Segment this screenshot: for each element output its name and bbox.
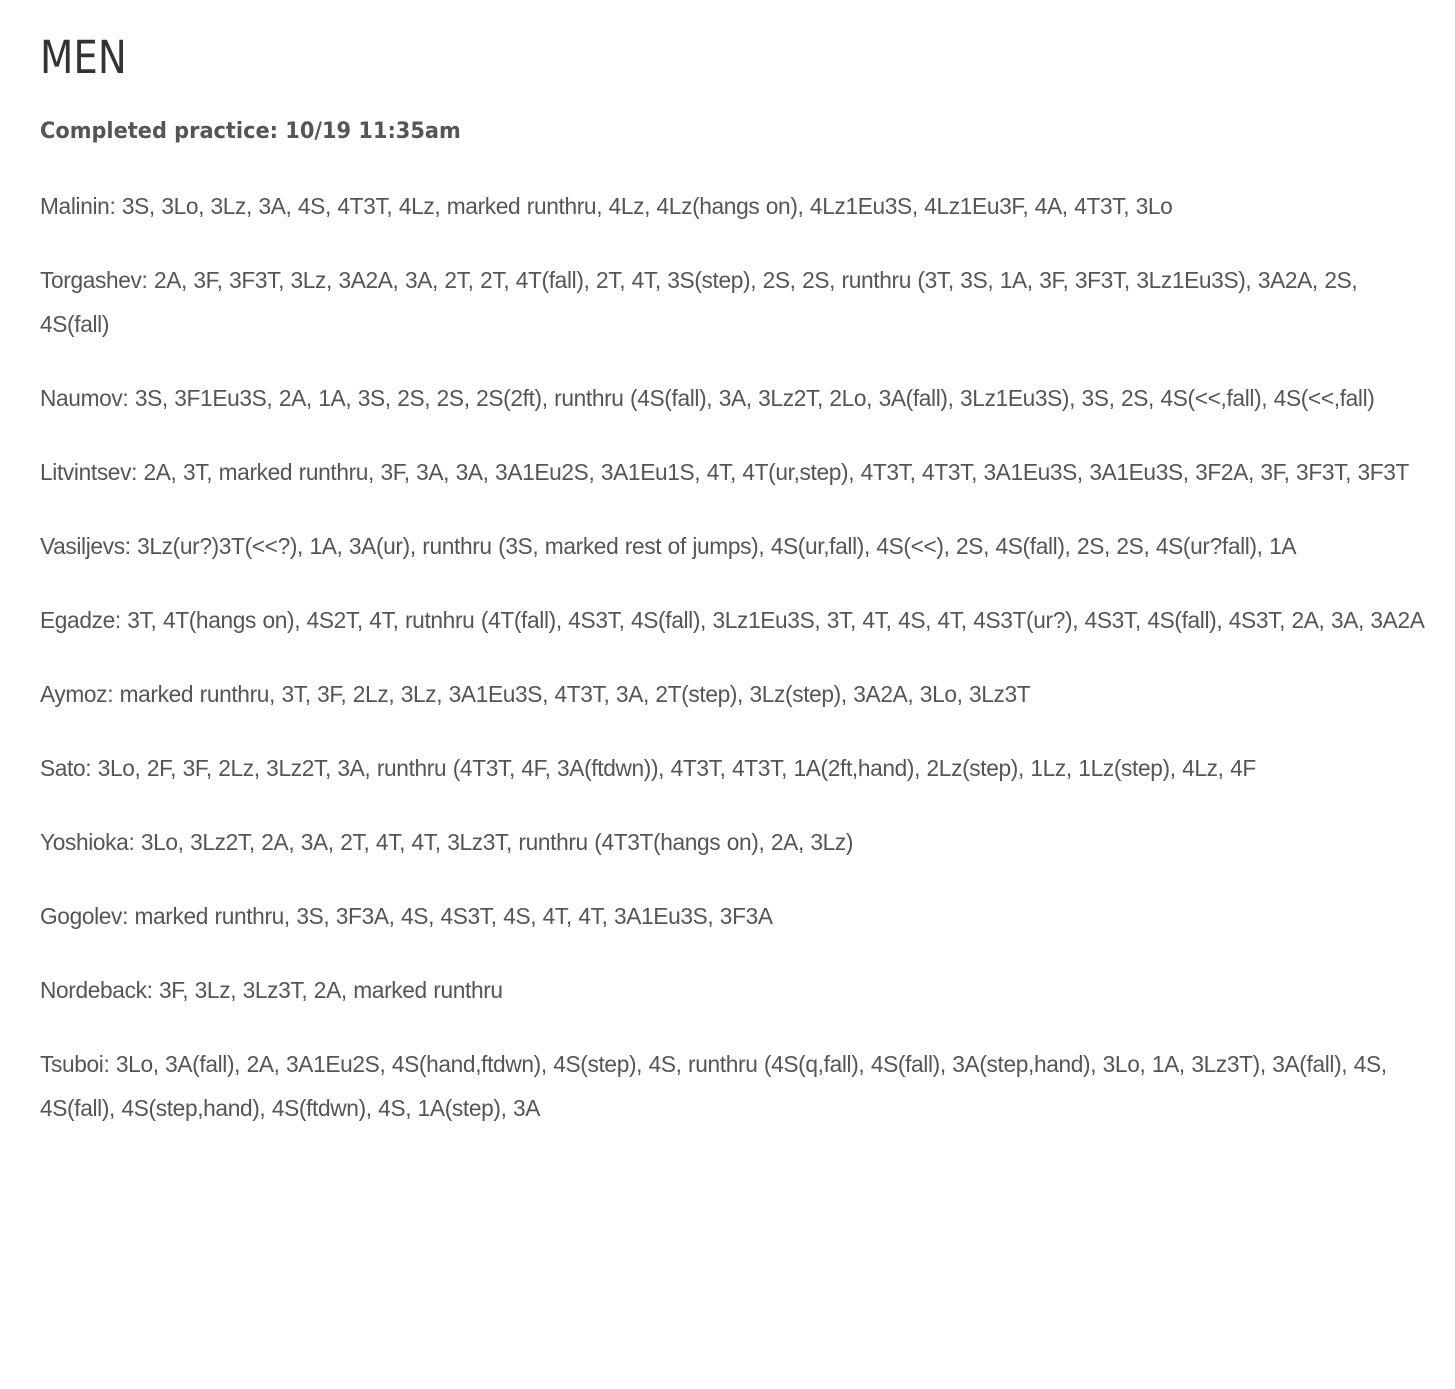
jump-list: 3Lz(ur?)3T(<<?), 1A, 3A(ur), runthru (3S, marked rest of jumps), 4S(ur,fall), 4S(<<), 2S, 4S(fall), 2S, 2S, 4S(ur?fall), 1A xyxy=(137,533,1297,559)
jump-list: marked runthru, 3S, 3F3A, 4S, 4S3T, 4S, 4T, 4T, 3A1Eu3S, 3F3A xyxy=(134,903,773,929)
jump-list: 2A, 3F, 3F3T, 3Lz, 3A2A, 3A, 2T, 2T, 4T(fall), 2T, 4T, 3S(step), 2S, 2S, runthru (3T, 3S, 1A, 3F, 3F3T, 3Lz1Eu3S), 3A2A, 2S, 4S(fall) xyxy=(40,267,1358,337)
jump-list: 3S, 3Lo, 3Lz, 3A, 4S, 4T3T, 4Lz, marked runthru, 4Lz, 4Lz(hangs on), 4Lz1Eu3S, 4Lz1Eu3F, 4A, 4T3T, 3Lo xyxy=(121,193,1173,219)
jump-list: marked runthru, 3T, 3F, 2Lz, 3Lz, 3A1Eu3S, 4T3T, 3A, 2T(step), 3Lz(step), 3A2A, 3Lo, 3Lz3T xyxy=(119,681,1031,707)
skater-name: Tsuboi xyxy=(40,1051,104,1077)
skater-entry: Vasiljevs: 3Lz(ur?)3T(<<?), 1A, 3A(ur), runthru (3S, marked rest of jumps), 4S(ur,fall), 4S(<<), 2S, 4S(fall), 2S, 2S, 4S(ur?fall), 1A xyxy=(40,533,1297,559)
skater-entry: Sato: 3Lo, 2F, 3F, 2Lz, 3Lz2T, 3A, runthru (4T3T, 4F, 3A(ftdwn)), 4T3T, 4T3T, 1A(2ft,hand), 2Lz(step), 1Lz, 1Lz(step), 4Lz, 4F xyxy=(40,755,1256,781)
skater-entry: Egadze: 3T, 4T(hangs on), 4S2T, 4T, rutnhru (4T(fall), 4S3T, 4S(fall), 3Lz1Eu3S, 3T, 4T, 4S, 4T, 4S3T(ur?), 4S3T, 4S(fall), 4S3T, 2A, 3A, 3A2A xyxy=(40,607,1425,633)
skater-name: Yoshioka xyxy=(40,829,129,855)
skater-name: Vasiljevs xyxy=(40,533,125,559)
skater-name: Nordeback xyxy=(40,977,147,1003)
section-title: MEN xyxy=(40,31,127,84)
skater-name: Aymoz xyxy=(40,681,108,707)
skater-name: Egadze xyxy=(40,607,115,633)
skater-entry: Yoshioka: 3Lo, 3Lz2T, 2A, 3A, 2T, 4T, 4T, 3Lz3T, runthru (4T3T(hangs on), 2A, 3Lz) xyxy=(40,829,854,855)
skater-name: Litvintsev xyxy=(40,459,132,485)
jump-list: 3Lo, 3A(fall), 2A, 3A1Eu2S, 4S(hand,ftdwn), 4S(step), 4S, runthru (4S(q,fall), 4S(fall), 3A(step,hand), 3Lo, 1A, 3Lz3T), 3A(fall), 4S, 4S(fall), 4S(step,hand), 4S(ftdwn), 4S, 1A(step), 3A xyxy=(40,1051,1387,1121)
skater-entry: Gogolev: marked runthru, 3S, 3F3A, 4S, 4S3T, 4S, 4T, 4T, 3A1Eu3S, 3F3A xyxy=(40,903,773,929)
jump-list: 3S, 3F1Eu3S, 2A, 1A, 3S, 2S, 2S, 2S(2ft), runthru (4S(fall), 3A, 3Lz2T, 2Lo, 3A(fall), 3Lz1Eu3S), 3S, 2S, 4S(<<,fall), 4S(<<,fall) xyxy=(134,385,1375,411)
skater-entry: Tsuboi: 3Lo, 3A(fall), 2A, 3A1Eu2S, 4S(hand,ftdwn), 4S(step), 4S, runthru (4S(q,fall), 4S(fall), 3A(step,hand), 3Lo, 1A, 3Lz3T), 3A(fall), 4S, 4S(fall), 4S(step,hand), 4S(ftdwn), 4S, 1A(step), 3A xyxy=(40,1051,1387,1121)
skater-entry: Naumov: 3S, 3F1Eu3S, 2A, 1A, 3S, 2S, 2S, 2S(2ft), runthru (4S(fall), 3A, 3Lz2T, 2Lo, 3A(fall), 3Lz1Eu3S), 3S, 2S, 4S(<<,fall), 4S(<<,fall) xyxy=(40,385,1375,411)
jump-list: 3Lo, 2F, 3F, 2Lz, 3Lz2T, 3A, runthru (4T3T, 4F, 3A(ftdwn)), 4T3T, 4T3T, 1A(2ft,hand), 2Lz(step), 1Lz, 1Lz(step), 4Lz, 4F xyxy=(97,755,1256,781)
practice-completed-subtitle: Completed practice: 10/19 11:35am xyxy=(40,119,461,144)
skater-entry: Litvintsev: 2A, 3T, marked runthru, 3F, 3A, 3A, 3A1Eu2S, 3A1Eu1S, 4T, 4T(ur,step), 4T3T, 4T3T, 3A1Eu3S, 3A1Eu3S, 3F2A, 3F, 3F3T, 3F3T xyxy=(40,459,1410,485)
skater-entry: Aymoz: marked runthru, 3T, 3F, 2Lz, 3Lz, 3A1Eu3S, 4T3T, 3A, 2T(step), 3Lz(step), 3A2A, 3Lo, 3Lz3T xyxy=(40,681,1031,707)
jump-list: 2A, 3T, marked runthru, 3F, 3A, 3A, 3A1Eu2S, 3A1Eu1S, 4T, 4T(ur,step), 4T3T, 4T3T, 3A1Eu3S, 3A1Eu3S, 3F2A, 3F, 3F3T, 3F3T xyxy=(143,459,1410,485)
skater-name: Naumov xyxy=(40,385,123,411)
jump-list: 3Lo, 3Lz2T, 2A, 3A, 2T, 4T, 4T, 3Lz3T, runthru (4T3T(hangs on), 2A, 3Lz) xyxy=(140,829,854,855)
jump-list: 3F, 3Lz, 3Lz3T, 2A, marked runthru xyxy=(159,977,503,1003)
skater-name: Gogolev xyxy=(40,903,123,929)
skater-name: Sato xyxy=(40,755,86,781)
skater-entry: Torgashev: 2A, 3F, 3F3T, 3Lz, 3A2A, 3A, 2T, 2T, 4T(fall), 2T, 4T, 3S(step), 2S, 2S, runthru (3T, 3S, 1A, 3F, 3F3T, 3Lz1Eu3S), 3A2A, 2S, 4S(fall) xyxy=(40,267,1358,337)
skater-jump-list xyxy=(40,184,1432,1160)
skater-entry: Malinin: 3S, 3Lo, 3Lz, 3A, 4S, 4T3T, 4Lz, marked runthru, 4Lz, 4Lz(hangs on), 4Lz1Eu3S, 4Lz1Eu3F, 4A, 4T3T, 3Lo xyxy=(40,193,1173,219)
jump-list: 3T, 4T(hangs on), 4S2T, 4T, rutnhru (4T(fall), 4S3T, 4S(fall), 3Lz1Eu3S, 3T, 4T, 4S, 4T, 4S3T(ur?), 4S3T, 4S(fall), 4S3T, 2A, 3A, 3A2A xyxy=(127,607,1425,633)
skater-name: Torgashev xyxy=(40,267,142,293)
skater-entry: Nordeback: 3F, 3Lz, 3Lz3T, 2A, marked runthru xyxy=(40,977,503,1003)
skater-name: Malinin xyxy=(40,193,110,219)
